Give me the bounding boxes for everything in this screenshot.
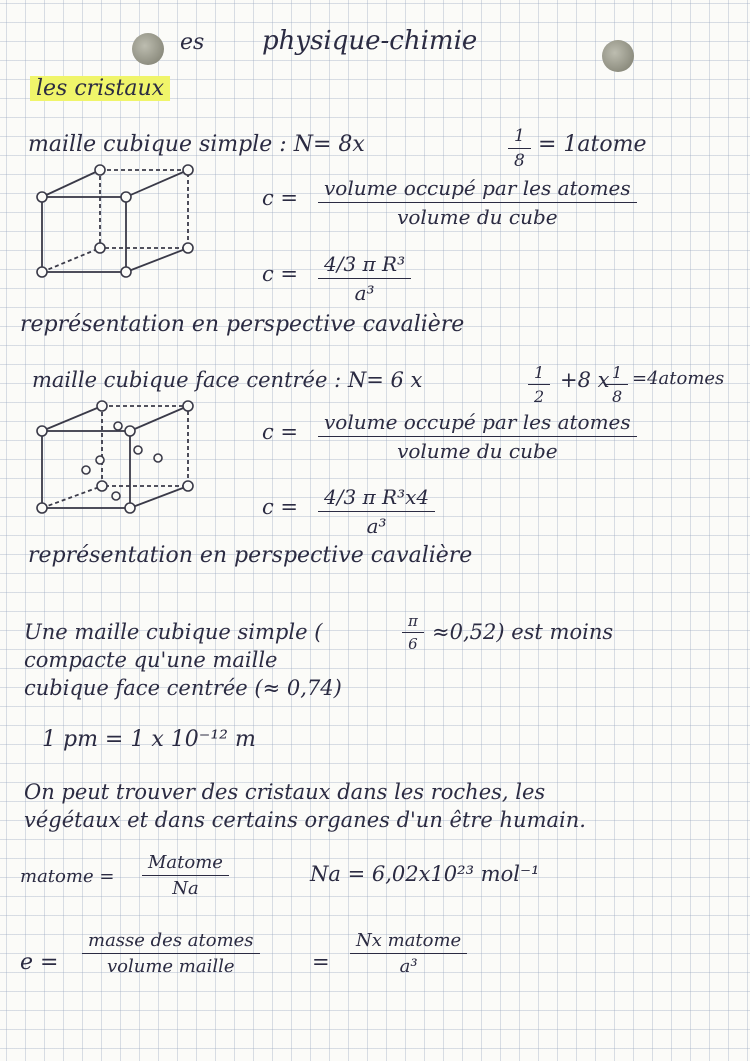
fcc-cell-drawing xyxy=(30,398,210,523)
simple-n-result: = 1atome xyxy=(538,132,647,157)
matome-den: Na xyxy=(172,878,199,899)
fcc-c1-den: volume du cube xyxy=(397,439,558,463)
unit-line: 1 pm = 1 x 10⁻¹² m xyxy=(42,727,256,752)
cube-edge xyxy=(42,170,100,197)
avogadro-constant: Na = 6,02x10²³ mol⁻¹ xyxy=(310,862,540,886)
atom xyxy=(97,401,107,411)
atom xyxy=(95,243,105,253)
simple-c2-fraction xyxy=(318,252,411,305)
fcc-c2-num: 4/3 π R³x4 xyxy=(318,485,435,512)
simple-heading: maille cubique simple : N= 8x xyxy=(28,132,365,157)
fcc-caption: représentation en perspective cavalière xyxy=(28,543,473,568)
rho2-num: Nx matome xyxy=(350,930,467,954)
rho-equals: = xyxy=(312,950,330,974)
atom xyxy=(37,503,47,513)
rho2-fraction xyxy=(350,930,467,977)
simple-c2-label: c = xyxy=(262,262,299,286)
cube-front-face xyxy=(42,197,126,272)
fcc-c1-fraction xyxy=(318,410,637,463)
atom xyxy=(183,481,193,491)
simple-c1-label: c = xyxy=(262,186,299,210)
fcc-frac1 xyxy=(528,363,550,406)
fcc-frac2-num: 1 xyxy=(606,363,628,385)
atom xyxy=(183,243,193,253)
simple-cubic-cell-drawing xyxy=(30,162,210,287)
fcc-mid: +8 x xyxy=(560,368,610,392)
binder-hole-left xyxy=(132,33,164,65)
rho-fraction xyxy=(82,930,260,977)
atom xyxy=(121,192,131,202)
face-atom xyxy=(82,466,90,474)
compare-line1-b: ≈0,52) est moins xyxy=(432,620,614,644)
header-subject: physique-chimie xyxy=(262,26,478,56)
fcc-frac2-den: 8 xyxy=(612,387,623,406)
cube-back-face xyxy=(100,170,188,248)
simple-c1-num: volume occupé par les atomes xyxy=(318,176,637,203)
simple-c1-den: volume du cube xyxy=(397,205,558,229)
crystals-line1: On peut trouver des cristaux dans les roches, les xyxy=(24,780,546,804)
fcc-c2-fraction xyxy=(318,485,435,538)
atom xyxy=(37,267,47,277)
atom xyxy=(183,401,193,411)
simple-c1-fraction xyxy=(318,176,637,229)
rho2-den: a³ xyxy=(399,956,418,977)
binder-hole-right xyxy=(602,40,634,72)
cube-edge xyxy=(126,170,188,197)
matome-fraction xyxy=(142,852,229,899)
simple-c2-den: a³ xyxy=(354,281,375,305)
fcc-c1-num: volume occupé par les atomes xyxy=(318,410,637,437)
pi-num: π xyxy=(402,612,424,633)
atom xyxy=(37,426,47,436)
cube-edge xyxy=(130,486,188,508)
face-atom xyxy=(96,456,104,464)
cube-edge xyxy=(42,248,100,272)
atom xyxy=(183,165,193,175)
face-atom xyxy=(154,454,162,462)
fcc-frac2 xyxy=(606,363,628,406)
compare-line2: compacte qu'une maille xyxy=(24,648,278,672)
atom xyxy=(95,165,105,175)
pi-den: 6 xyxy=(408,635,418,653)
rho-num: masse des atomes xyxy=(82,930,260,954)
simple-n-fraction xyxy=(508,126,531,171)
header-prefix: es xyxy=(180,30,205,55)
face-atom xyxy=(134,446,142,454)
matome-num: Matome xyxy=(142,852,229,876)
atom xyxy=(37,192,47,202)
compare-line3: cubique face centrée (≈ 0,74) xyxy=(24,676,342,700)
cube-edge xyxy=(126,248,188,272)
cube-edge xyxy=(42,486,102,508)
fcc-c2-den: a³ xyxy=(366,514,387,538)
matome-label: matome = xyxy=(20,866,115,887)
fcc-c2-label: c = xyxy=(262,495,299,519)
atom xyxy=(125,503,135,513)
rho-label: e = xyxy=(20,950,59,975)
atom xyxy=(125,426,135,436)
atom xyxy=(121,267,131,277)
fcc-heading: maille cubique face centrée : N= 6 x xyxy=(32,368,423,392)
cube-back-face xyxy=(102,406,188,486)
cube-edge xyxy=(42,406,102,431)
fcc-frac1-den: 2 xyxy=(534,387,545,406)
simple-n-num: 1 xyxy=(508,126,531,149)
page-title: les cristaux xyxy=(30,76,170,101)
pi-over-6-fraction xyxy=(402,612,424,653)
simple-caption: représentation en perspective cavalière xyxy=(20,312,465,337)
rho-den: volume maille xyxy=(107,956,235,977)
face-atom xyxy=(114,422,122,430)
cube-edge xyxy=(130,406,188,431)
fcc-result: =4atomes xyxy=(632,368,725,389)
compare-line1-a: Une maille cubique simple ( xyxy=(24,620,323,644)
fcc-c1-label: c = xyxy=(262,420,299,444)
face-atom xyxy=(112,492,120,500)
atom xyxy=(97,481,107,491)
simple-c2-num: 4/3 π R³ xyxy=(318,252,411,279)
simple-n-den: 8 xyxy=(514,151,525,171)
fcc-frac1-num: 1 xyxy=(528,363,550,385)
crystals-line2: végétaux et dans certains organes d'un être humain. xyxy=(24,808,586,832)
